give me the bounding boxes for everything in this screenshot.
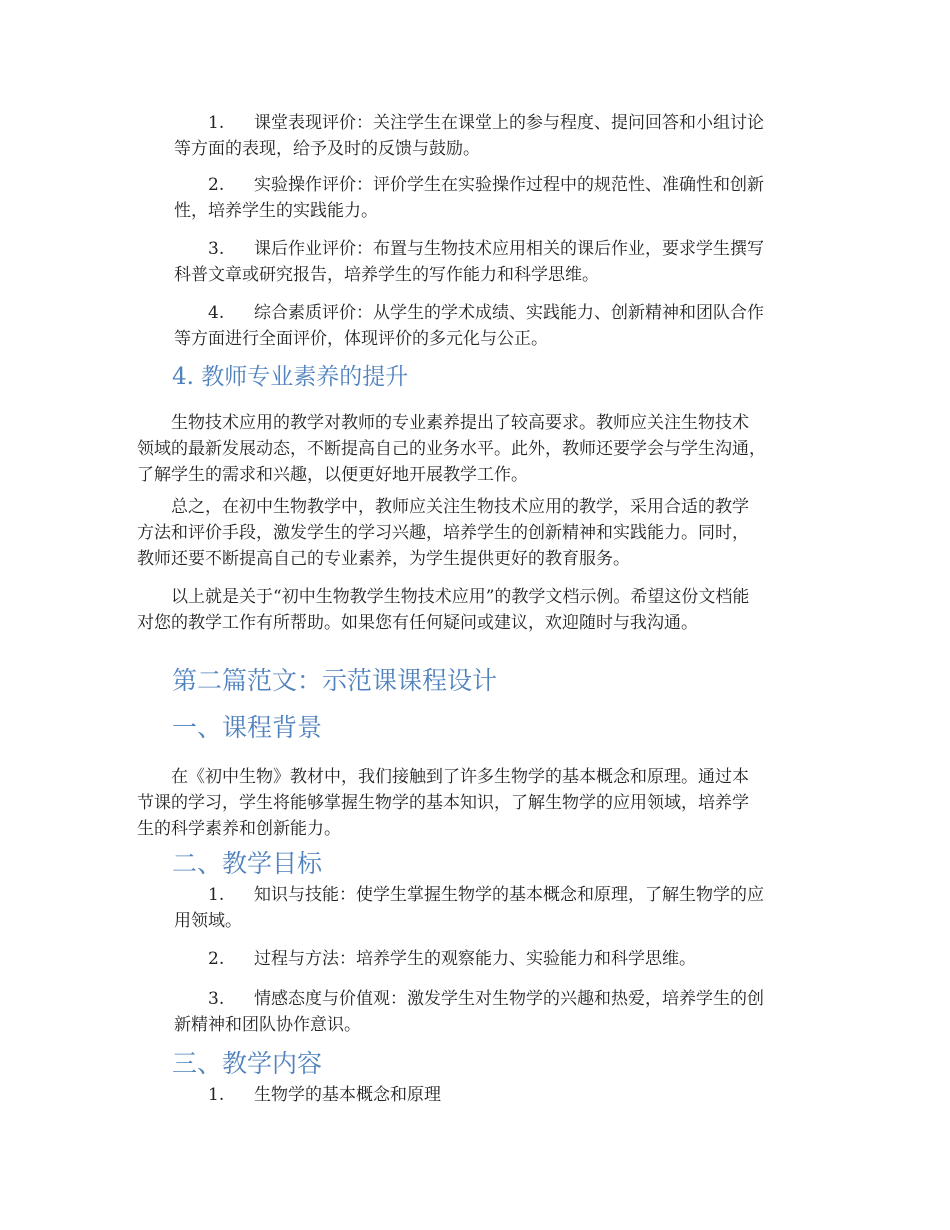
list-text-line: 情感态度与价值观：激发学生对生物学的兴趣和热爱，培养学生的创	[254, 989, 764, 1009]
list-text-line: 性，培养学生的实践能力。	[174, 201, 378, 221]
list-item	[174, 882, 816, 934]
paragraph-line: 在《初中生物》教材中，我们接触到了许多生物学的基本概念和原理。通过本	[171, 767, 749, 787]
list-item	[174, 172, 816, 224]
list-number: 1.	[208, 885, 225, 905]
section-heading: 三、教学内容	[172, 1049, 323, 1078]
list-number: 3.	[208, 989, 225, 1009]
list-text-line: 知识与技能：使学生掌握生物学的基本概念和原理，了解生物学的应	[254, 885, 764, 905]
list-item	[174, 110, 816, 162]
list-item	[174, 1082, 816, 1108]
list-text-line: 等方面的表现，给予及时的反馈与鼓励。	[174, 139, 480, 159]
paragraph	[137, 584, 827, 636]
list-text-line: 综合素质评价：从学生的学术成绩、实践能力、创新精神和团队合作	[254, 303, 764, 323]
list-number: 2.	[208, 949, 225, 969]
list-number: 4.	[208, 303, 225, 323]
list-number: 2.	[208, 175, 225, 195]
list-text-line: 等方面进行全面评价，体现评价的多元化与公正。	[174, 329, 548, 349]
paragraph	[137, 494, 827, 572]
paragraph-line: 总之，在初中生物教学中，教师应关注生物技术应用的教学，采用合适的教学	[171, 497, 749, 517]
list-item	[174, 300, 816, 352]
list-text-line: 新精神和团队协作意识。	[174, 1015, 361, 1035]
list-number: 1.	[208, 1085, 225, 1105]
section-heading: 4. 教师专业素养的提升	[172, 364, 409, 390]
list-text-line: 用领域。	[174, 911, 242, 931]
section-heading: 二、教学目标	[172, 849, 323, 878]
paragraph-line: 节课的学习，学生将能够掌握生物学的基本知识，了解生物学的应用领域，培养学	[137, 793, 749, 813]
paragraph-line: 以上就是关于“初中生物教学生物技术应用”的教学文档示例。希望这份文档能	[171, 587, 750, 607]
list-text-line: 课后作业评价：布置与生物技术应用相关的课后作业，要求学生撰写	[254, 239, 764, 259]
list-text-line: 实验操作评价：评价学生在实验操作过程中的规范性、准确性和创新	[254, 175, 764, 195]
paragraph	[137, 410, 827, 488]
list-text-line: 过程与方法：培养学生的观察能力、实验能力和科学思维。	[254, 949, 696, 969]
paragraph-line: 教师还要不断提高自己的专业素养，为学生提供更好的教育服务。	[137, 549, 630, 569]
list-number: 3.	[208, 239, 225, 259]
list-item	[174, 946, 816, 972]
document-title: 第二篇范文：示范课课程设计	[172, 666, 498, 695]
paragraph-line: 生物技术应用的教学对教师的专业素养提出了较高要求。教师应关注生物技术	[171, 413, 749, 433]
list-text-line: 课堂表现评价：关注学生在课堂上的参与程度、提问回答和小组讨论	[254, 113, 764, 133]
list-number: 1.	[208, 113, 225, 133]
paragraph-line: 对您的教学工作有所帮助。如果您有任何疑问或建议，欢迎随时与我沟通。	[137, 613, 698, 633]
paragraph-line: 领域的最新发展动态，不断提高自己的业务水平。此外，教师还要学会与学生沟通，	[137, 439, 766, 459]
list-text-line: 科普文章或研究报告，培养学生的写作能力和科学思维。	[174, 265, 599, 285]
list-text-line: 生物学的基本概念和原理	[254, 1085, 441, 1105]
paragraph	[137, 764, 827, 842]
list-item	[174, 236, 816, 288]
paragraph-line: 方法和评价手段，激发学生的学习兴趣，培养学生的创新精神和实践能力。同时，	[137, 523, 749, 543]
paragraph-line: 了解学生的需求和兴趣，以便更好地开展教学工作。	[137, 465, 528, 485]
paragraph-line: 生的科学素养和创新能力。	[137, 819, 341, 839]
list-item	[174, 986, 816, 1038]
section-heading: 一、课程背景	[172, 713, 323, 742]
